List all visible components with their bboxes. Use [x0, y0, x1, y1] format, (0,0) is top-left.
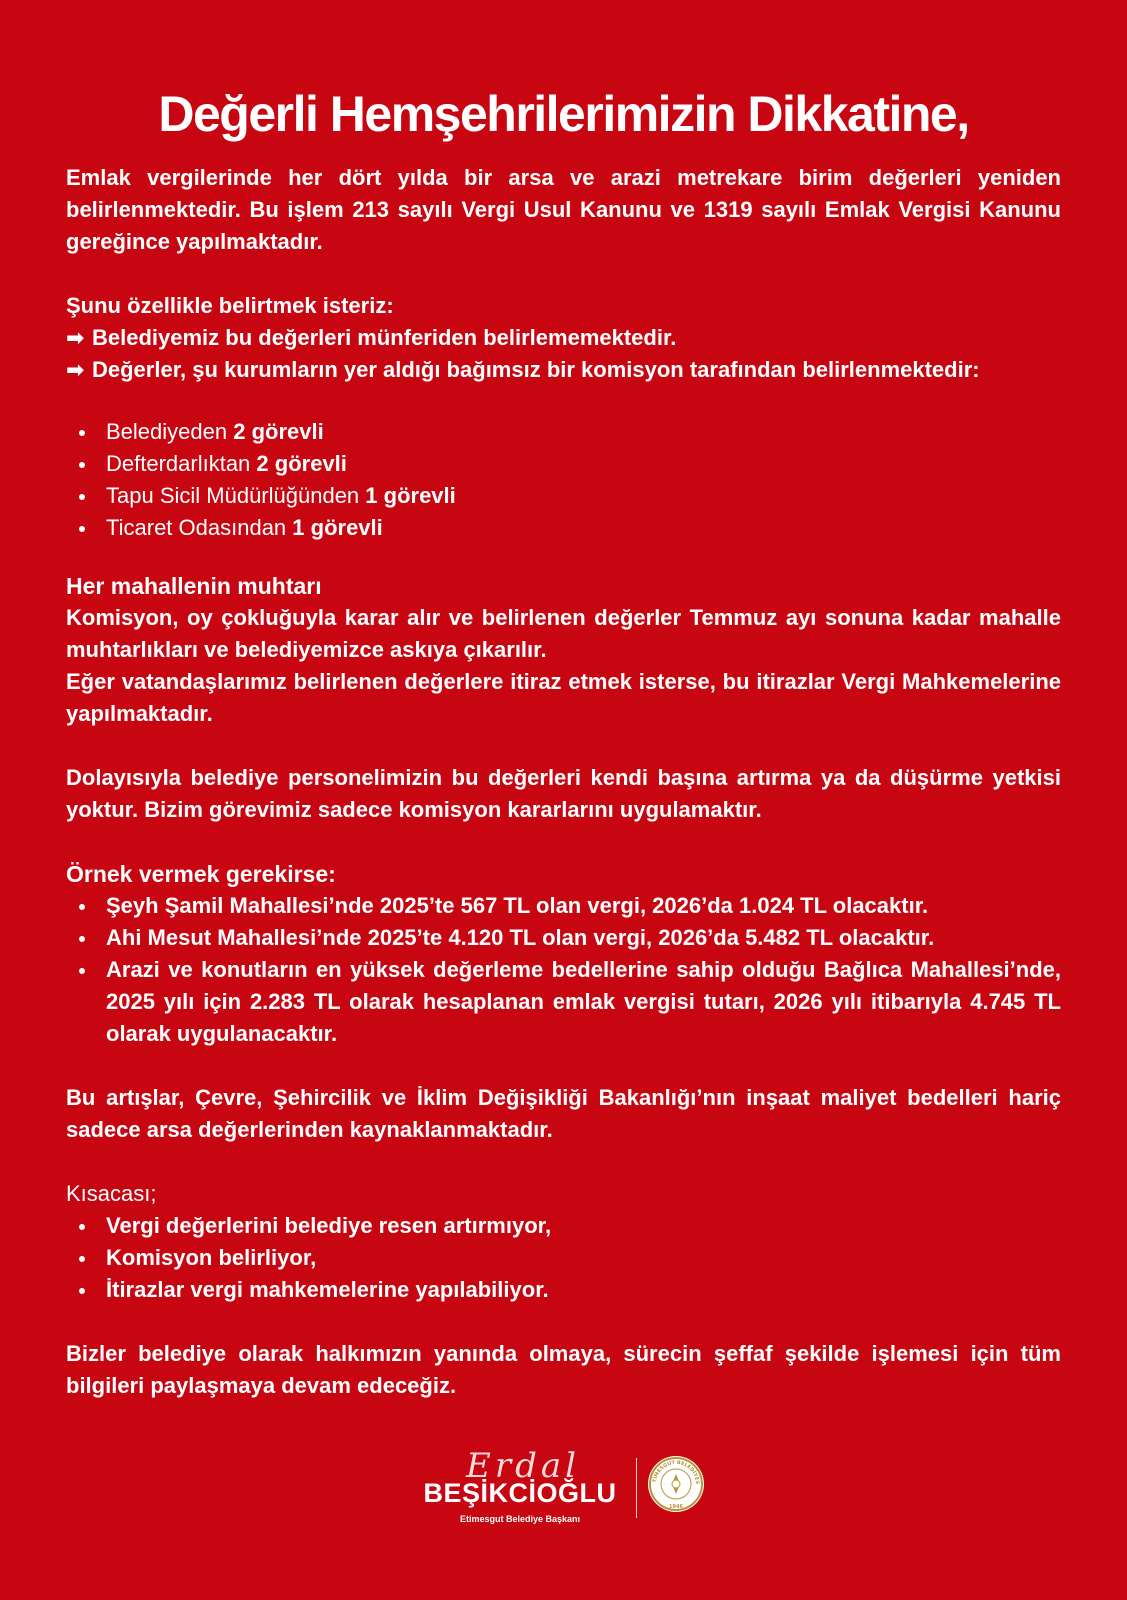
list-item: Ticaret Odasından 1 görevli [66, 512, 1061, 544]
summary-list [66, 1210, 1061, 1306]
arrow-right-icon: ➡ [66, 357, 85, 382]
page-title: Değerli Hemşehrilerimizin Dikkatine, [158, 86, 969, 142]
announcement-body [66, 162, 1061, 1402]
authority-paragraph: Dolayısıyla belediye personelimizin bu değerleri kendi başına artırma ya da düşürme yetkisi yoktur. Bizim görevimiz sadece komisyon kararlarını uygulamaktır. [66, 765, 1061, 822]
emphasis-intro: Şunu özellikle belirtmek isteriz: [66, 293, 394, 318]
example-list [66, 890, 1061, 1050]
arrow-point [66, 322, 1061, 354]
summary-heading: Kısacası; [66, 1181, 157, 1206]
seal-name: TİMESGUT BELEDİYES [652, 1459, 701, 1485]
intro-paragraph: Emlak vergilerinde her dört yılda bir arsa ve arazi metrekare birim değerleri yeniden belirlenmektedir. Bu işlem 213 sayılı Vergi Usul Kanunu ve 1319 sayılı Emlak Vergisi Kanunu gereğince yapılmaktadır. [66, 165, 1061, 254]
list-item: Defterdarlıktan 2 görevli [66, 448, 1061, 480]
list-item: Arazi ve konutların en yüksek değerleme bedellerine sahip olduğu Bağlıca Mahallesi’nde, 2025 yılı için 2.283 TL olarak hesaplanan emlak vergisi tutarı, 2026 yılı itibarıyla 4.745 TL olarak uygulanacaktır. [66, 954, 1061, 1050]
list-item: Tapu Sicil Müdürlüğünden 1 görevli [66, 480, 1061, 512]
mayor-surname: BEŞİKCİOĞLU [423, 1478, 617, 1508]
arrow-point [66, 354, 1061, 386]
list-item: Ahi Mesut Mahallesi’nde 2025’te 4.120 TL olan vergi, 2026’da 5.482 TL olacaktır. [66, 922, 1061, 954]
closing-paragraph: Bizler belediye olarak halkımızın yanında olmaya, sürecin şeffaf şekilde işlemesi için tüm bilgileri paylaşmaya devam edeceğiz. [66, 1341, 1061, 1398]
arrow-right-icon: ➡ [66, 325, 85, 350]
signature-footer [0, 1448, 1127, 1548]
muhtar-heading: Her mahallenin muhtarı [66, 573, 322, 599]
muhtar-paragraph: Komisyon, oy çokluğuyla karar alır ve belirlenen değerler Temmuz ayı sonuna kadar mahalle muhtarlıkları ve belediyemizce askıya çıkarılır. [66, 605, 1061, 662]
footer-divider [636, 1458, 637, 1518]
list-item: Belediyeden 2 görevli [66, 416, 1061, 448]
commission-list [66, 416, 1061, 544]
arrow-point-text: Değerler, şu kurumların yer aldığı bağımsız bir komisyon tarafından belirlenmektedir: [92, 357, 980, 382]
mayor-signature-block [420, 1448, 620, 1548]
municipality-seal-icon [646, 1454, 706, 1514]
list-item: Vergi değerlerini belediye resen artırmıyor, [66, 1210, 1061, 1242]
example-heading: Örnek vermek gerekirse: [66, 861, 336, 887]
list-item: Şeyh Şamil Mahallesi’nde 2025’te 567 TL olan vergi, 2026’da 1.024 TL olacaktır. [66, 890, 1061, 922]
list-item: İtirazlar vergi mahkemelerine yapılabiliyor. [66, 1274, 1061, 1306]
handwritten-signature: Erdal [466, 1446, 580, 1486]
list-item: Komisyon belirliyor, [66, 1242, 1061, 1274]
objection-paragraph: Eğer vatandaşlarımız belirlenen değerlere itiraz etmek isterse, bu itirazlar Vergi Mahkemelerine yapılmaktadır. [66, 669, 1061, 726]
arrow-point-text: Belediyemiz bu değerleri münferiden belirlememektedir. [92, 325, 677, 350]
increase-paragraph: Bu artışlar, Çevre, Şehircilik ve İklim Değişikliği Bakanlığı’nın inşaat maliyet bedelleri hariç sadece arsa değerlerinden kaynaklanmaktadır. [66, 1085, 1061, 1142]
mayor-role: Etimesgut Belediye Başkanı [459, 1514, 581, 1524]
seal-year: 1946 [669, 1504, 683, 1510]
